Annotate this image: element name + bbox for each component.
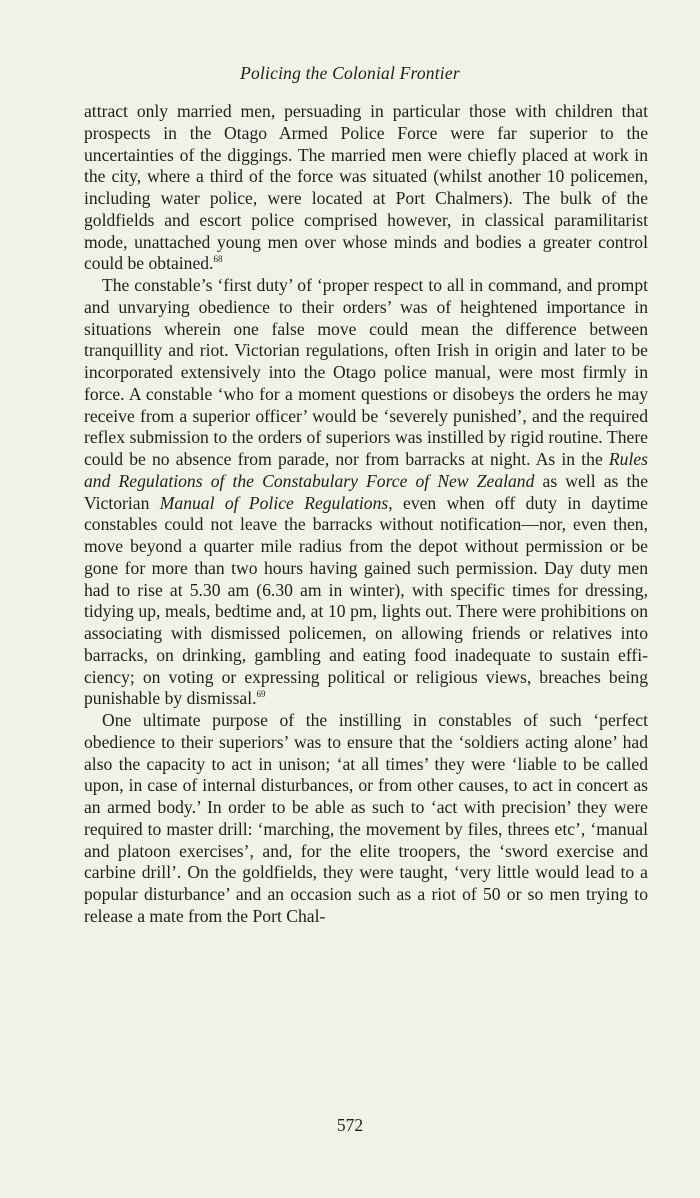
body-text <box>84 101 648 928</box>
paragraph <box>84 101 648 275</box>
footnote-ref-68[interactable]: 68 <box>213 254 223 265</box>
paragraph <box>84 710 648 928</box>
cited-title: Rules and Regulations of the Constabulary Force of New Zealand <box>84 449 648 491</box>
cited-title: Manual of Police Regulations <box>159 492 389 513</box>
paragraph-text: One ultimate purpose of the instilling in constables of such ‘perfect obedience to their superiors’ was to ensure that the ‘soldiers acting alone’ had also the capacity to act in unison; ‘at all times’ they were ‘liable to be called upon, in case of internal disturbances, or from other causes, to act in concert as an armed body.’ In order to be able as such to ‘act with precision’ they were required to master drill: ‘marching, the movement by files, threes etc’, ‘manual and platoon exercises’, and, for the elite troopers, the ‘sword exercise and carbine drill’. On the goldfields, they were taught, ‘very little would lead to a popular disturbance’ and an occasion such as a riot of 50 or so men trying to release a mate from the Port Chal- <box>84 710 648 926</box>
running-head: Policing the Colonial Frontier <box>240 63 460 83</box>
paragraph-text: The constable’s ‘first duty’ of ‘proper respect to all in command, and prompt and unvarying obedience to their orders’ was of heightened importance in situations wherein one false move could mean the difference between tranquillity and riot. Victorian regulations, often Irish in origin and later to be incorporated extensively into the Otago police manual, were most firmly in force. A constable ‘who for a moment questions or disobeys the orders he may receive from a superior officer’ would be ‘severely punished’, and the required reflex submission to the orders of superiors was instilled by rigid routine. There could be no absence from parade, nor from barracks at night. As in the <box>84 275 648 469</box>
paragraph-text: attract only married men, persuading in particular those with children that prospects in the Otago Armed Police Force were far superior to the uncertainties of the diggings. The married men were chiefly placed at work in the city, where a third of the force was situated (whilst another 10 policemen, including water police, were located at Port Chalmers). The bulk of the goldfields and escort police comprised however, in classical paramilitarist mode, unattached young men over whose minds and bodies a greater control could be obtained. <box>84 101 648 274</box>
page-number: 572 <box>336 1115 364 1135</box>
footnote-ref-69[interactable]: 69 <box>256 689 266 700</box>
paragraph-text: , even when off duty in daytime constables could not leave the barracks without notification—nor, even then, move beyond a quarter mile radius from the depot without permission or be gone for more than two hours having gained such permission. Day duty men had to rise at 5.30 am (6.30 am in winter), with specific times for dressing, tidying up, meals, bedtime and, at 10 pm, lights out. There were prohibitions on associating with dismissed policemen, on allowing friends or relatives into barracks, on drinking, gambling and eating food inadequate to sustain efficiency; on voting or expressing political or religious views, breaches being punishable by dismissal. <box>84 492 648 709</box>
paragraph <box>84 275 648 710</box>
paragraph-text: as well as the Victorian <box>84 470 648 513</box>
